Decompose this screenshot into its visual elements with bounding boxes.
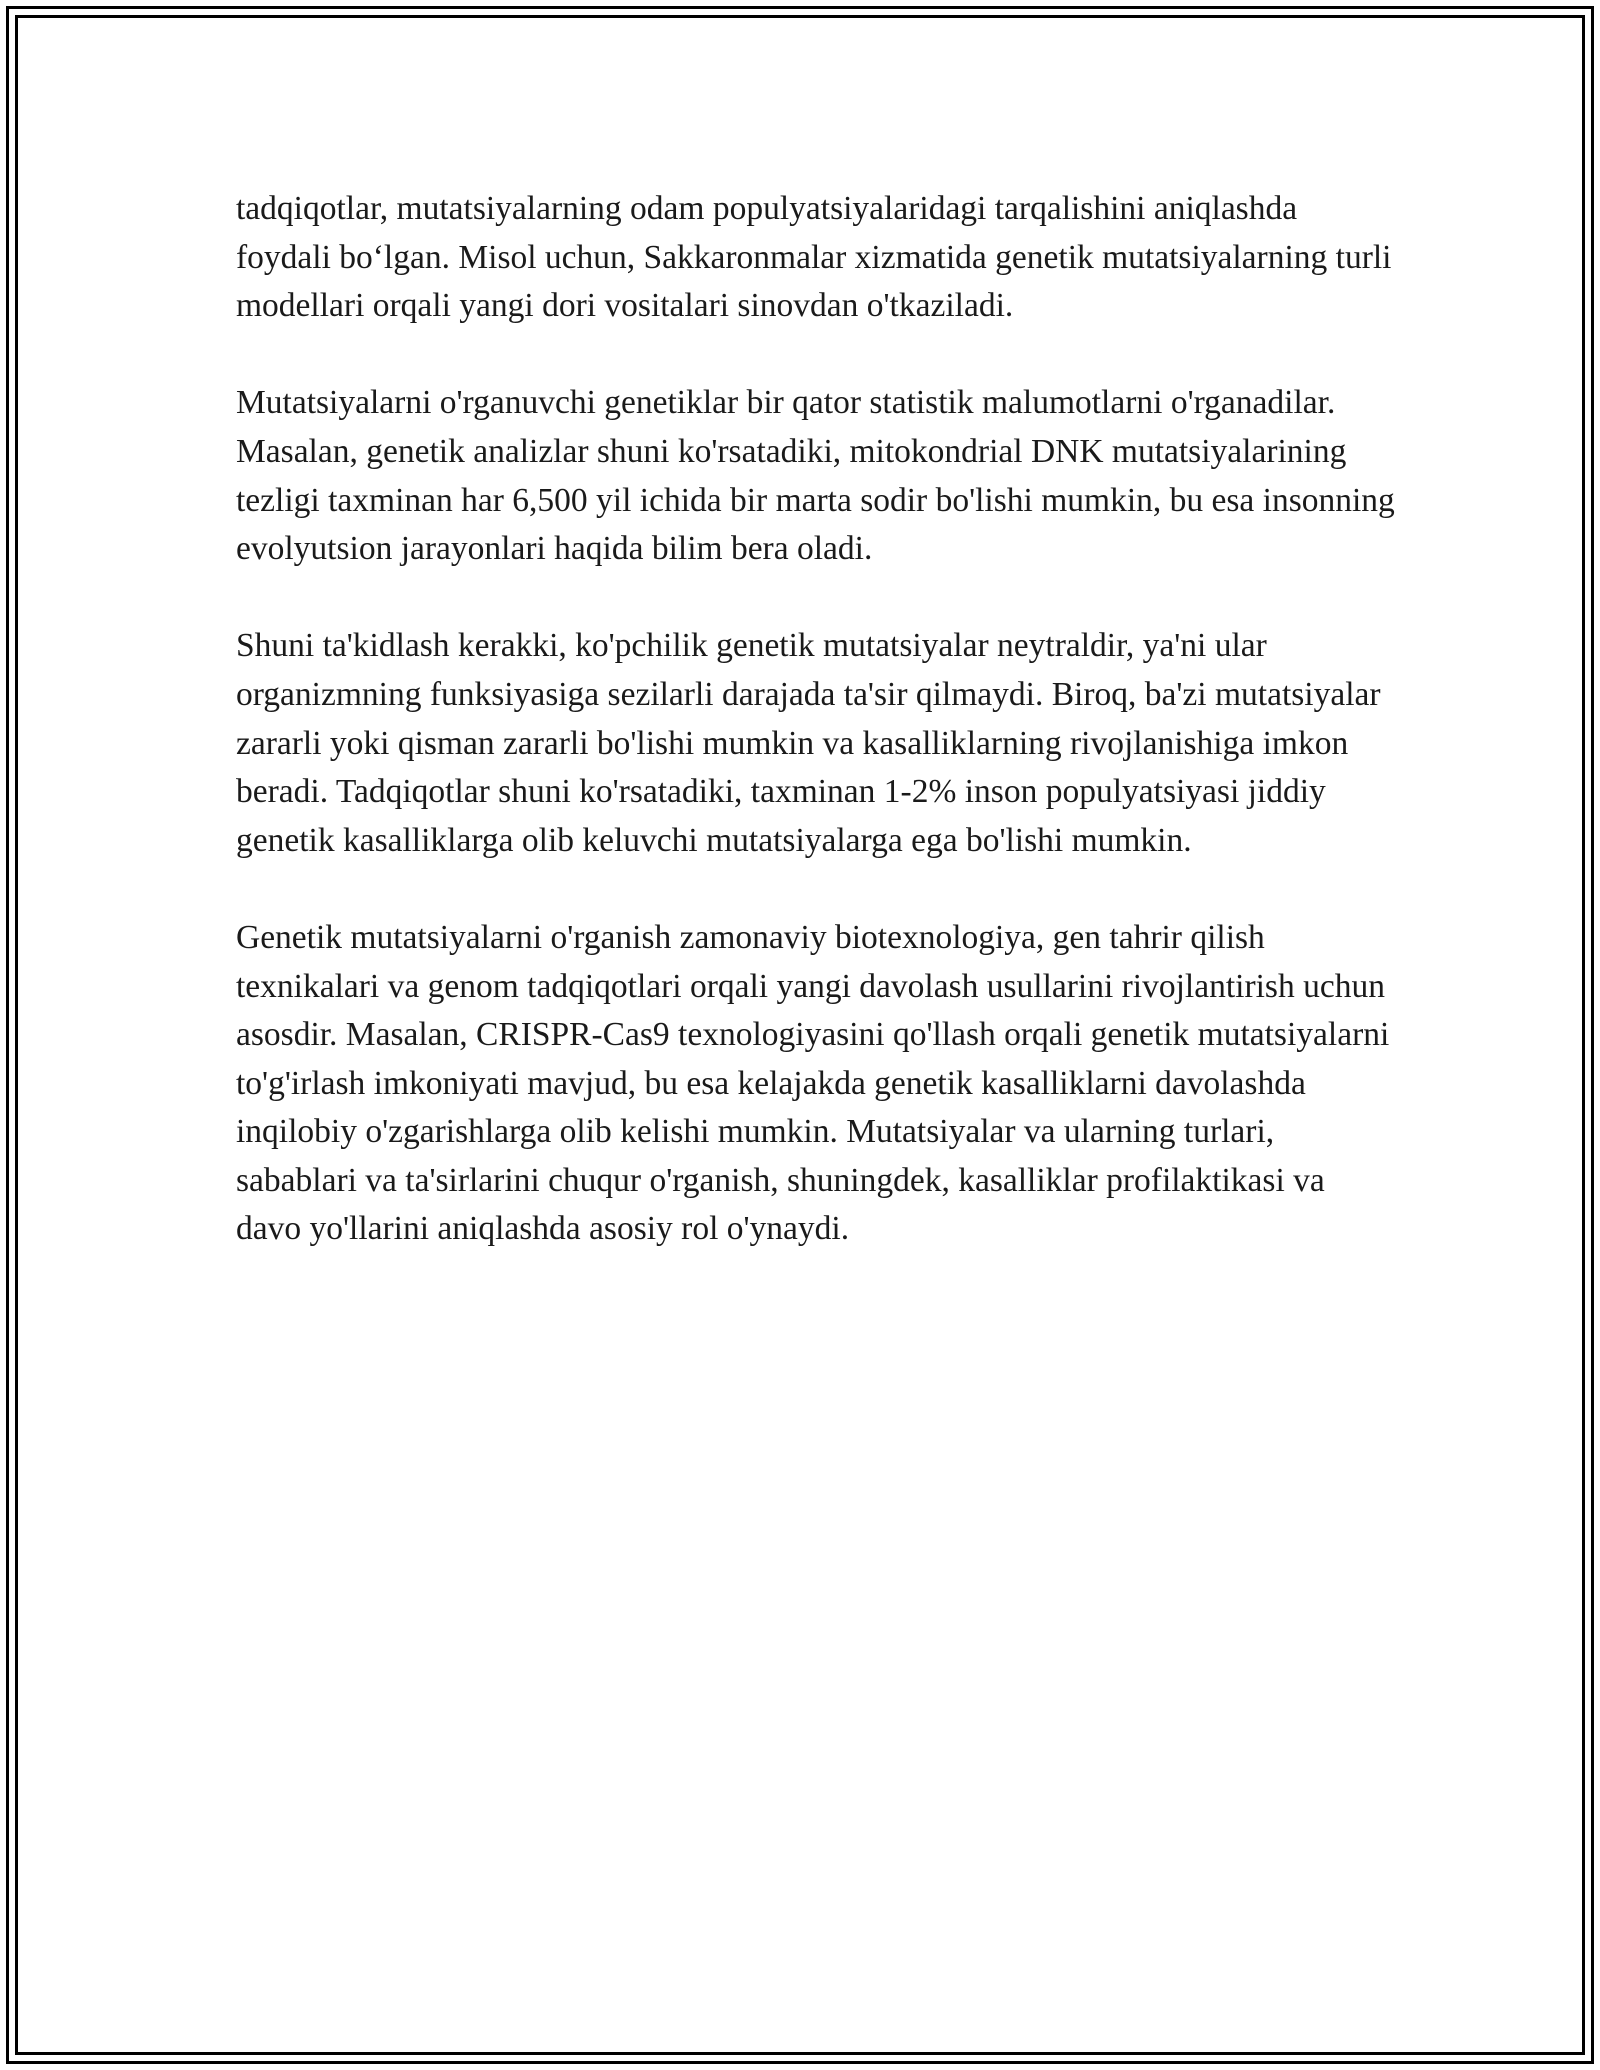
- paragraph-3: Shuni ta'kidlash kerakki, ko'pchilik genetik mutatsiyalar neytraldir, ya'ni ular organizmning funksiyasiga sezilarli darajada ta'sir qilmaydi. Biroq, ba'zi mutatsiyalar zararli yoki qisman zararli bo'lishi mumkin va kasalliklarning rivojlanishiga imkon beradi. Tadqiqotlar shuni ko'rsatadiki, taxminan 1-2% inson populyatsiyasi jiddiy genetik kasalliklarga olib keluvchi mutatsiyalarga ega bo'lishi mumkin.: [236, 627, 1381, 859]
- document-body: [236, 185, 1396, 1254]
- paragraph-4: Genetik mutatsiyalarni o'rganish zamonaviy biotexnologiya, gen tahrir qilish texnikalari va genom tadqiqotlari orqali yangi davolash usullarini rivojlantirish uchun asosdir. Masalan, CRISPR-Cas9 texnologiyasini qo'llash orqali genetik mutatsiyalarni to'g'irlash imkoniyati mavjud, bu esa kelajakda genetik kasalliklarni davolashda inqilobiy o'zgarishlarga olib kelishi mumkin. Mutatsiyalar va ularning turlari, sabablari va ta'sirlarini chuqur o'rganish, shuningdek, kasalliklar profilaktikasi va davo yo'llarini aniqlashda asosiy rol o'ynaydi.: [236, 918, 1390, 1248]
- paragraph-2: Mutatsiyalarni o'rganuvchi genetiklar bir qator statistik malumotlarni o'rganadilar. Masalan, genetik analizlar shuni ko'rsatadiki, mitokondrial DNK mutatsiyalarining tezligi taxminan har 6,500 yil ichida bir marta sodir bo'lishi mumkin, bu esa insonning evolyutsion jarayonlari haqida bilim bera oladi.: [236, 384, 1395, 568]
- paragraph-1: tadqiqotlar, mutatsiyalarning odam populyatsiyalaridagi tarqalishini aniqlashda foydali bo‘lgan. Misol uchun, Sakkaronmalar xizmatida genetik mutatsiyalarning turli modellari orqali yangi dori vositalari sinovdan o'tkaziladi.: [236, 190, 1392, 325]
